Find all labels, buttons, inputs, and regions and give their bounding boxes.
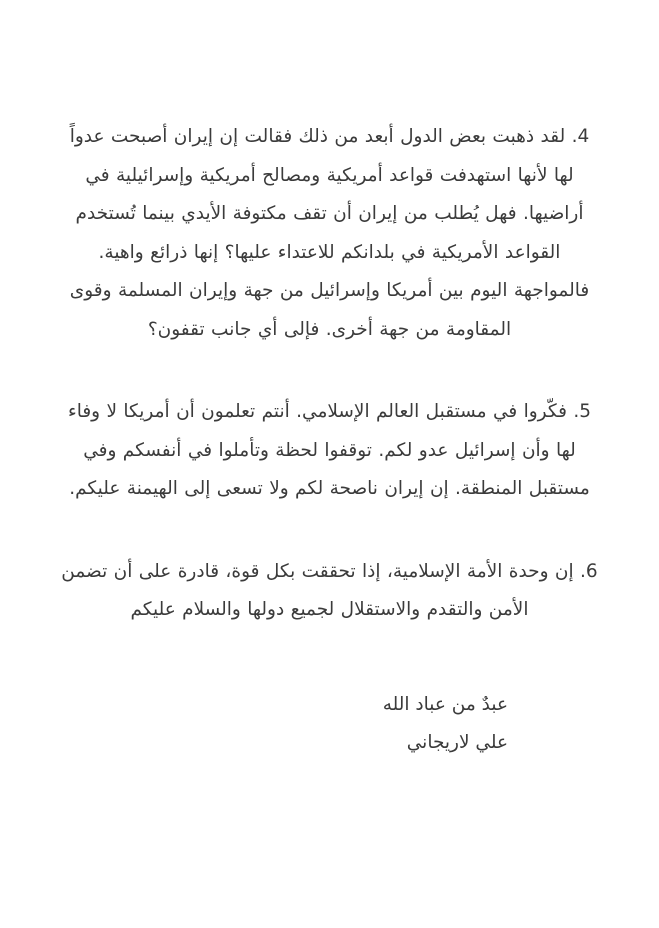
paragraph-6: 6. إن وحدة الأمة الإسلامية، إذا تحققت بكل قوة، قادرة على أن تضمن الأمن والتقدم والاستقلال لجميع دولها والسلام عليكم bbox=[61, 560, 598, 620]
signature-line-1: عبدٌ من عباد الله bbox=[382, 693, 508, 715]
paragraph-5: 5. فكّروا في مستقبل العالم الإسلامي. أنتم تعلمون أن أمريكا لا وفاء لها وأن إسرائيل عدو لكم. توقفوا لحظة وتأملوا في أنفسكم وفي مستقبل المنطقة. إن إيران ناصحة لكم ولا تسعى إلى الهيمنة عليكم. bbox=[68, 401, 591, 499]
document-body bbox=[59, 118, 600, 763]
signature-line-2: علي لاريجاني bbox=[406, 732, 508, 753]
paragraph-4: 4. لقد ذهبت بعض الدول أبعد من ذلك فقالت إن إيران أصبحت عدواً لها لأنها استهدفت قواعد أمريكية ومصالح أمريكية وإسرائيلية في أراضيها. فهل يُطلب من إيران أن تقف مكتوفة الأيدي بينما تُستخدم القواعد الأمريكية في بلدانكم للاعتداء عليها؟ إنها ذرائع واهية. فالمواجهة اليوم بين أمريكا وإسرائيل من جهة وإيران المسلمة وقوى المقاومة من جهة أخرى. فإلى أي جانب تقفون؟ bbox=[69, 126, 590, 340]
paragraph-spacer bbox=[59, 509, 600, 553]
signature-spacer bbox=[59, 630, 600, 686]
signature-block bbox=[59, 686, 600, 763]
paragraph-spacer bbox=[59, 349, 600, 393]
